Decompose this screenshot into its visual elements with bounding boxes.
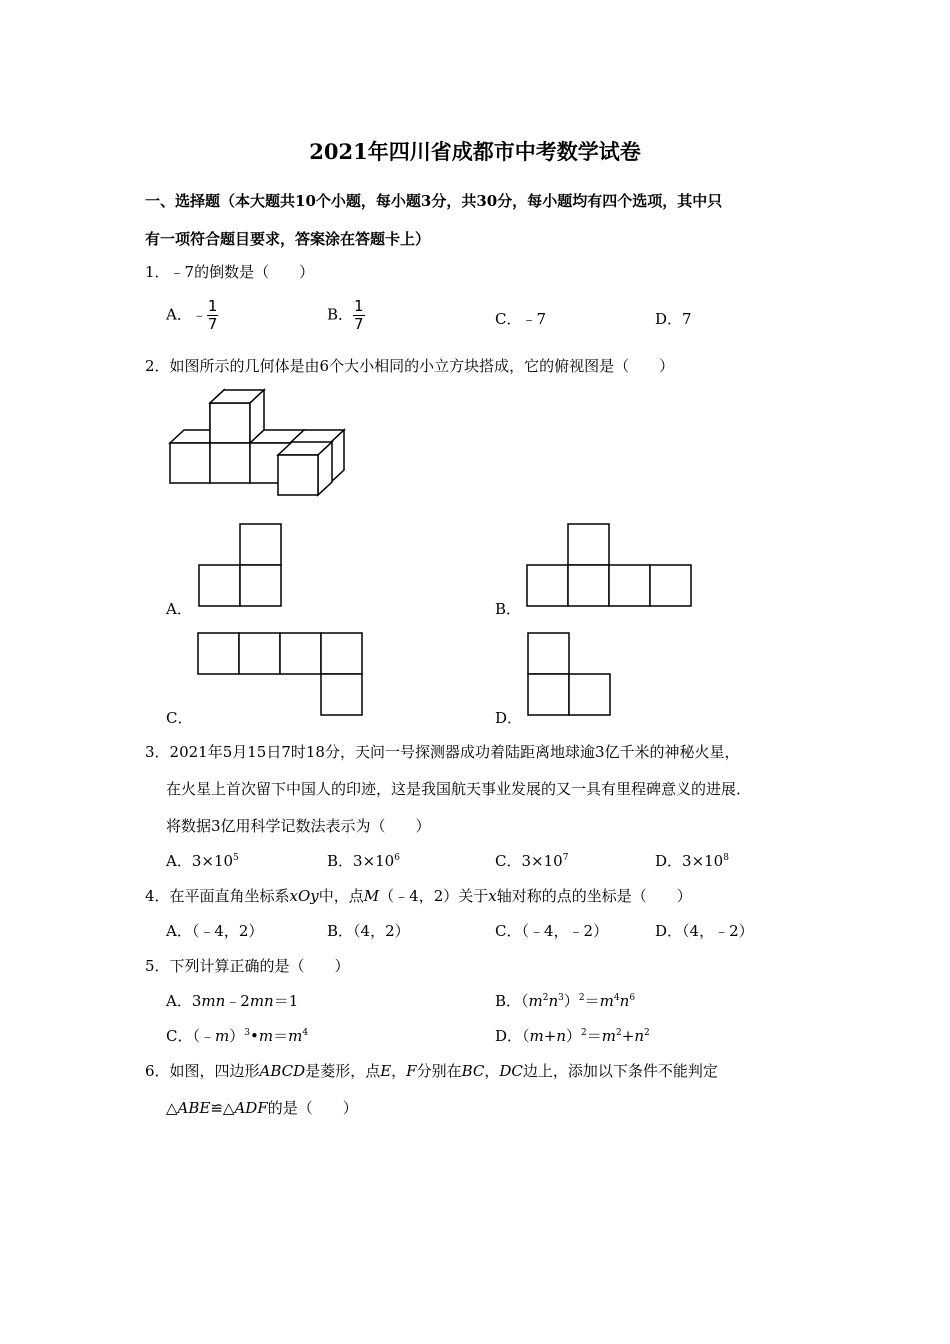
- question-5-option-d: [495, 1025, 650, 1046]
- option-b-top-view: [527, 524, 691, 606]
- exponent: 3: [558, 993, 564, 1003]
- math-var: m: [601, 1027, 617, 1045]
- exponent: 2: [644, 1028, 650, 1038]
- question-6-line1: [145, 1060, 718, 1081]
- text: ＝: [586, 1027, 602, 1045]
- text: （﹣4，2）关于: [379, 887, 489, 905]
- option-a-label: A．﹣: [166, 305, 207, 324]
- math-var: ABE: [177, 1099, 211, 1117]
- text: •: [249, 1027, 259, 1045]
- math-var: x: [488, 887, 497, 905]
- math-var: BC: [461, 1062, 485, 1080]
- question-3-option-d: [655, 850, 729, 871]
- exponent: 2: [581, 1028, 587, 1038]
- question-1-stem: 1．﹣7的倒数是（ ）: [145, 263, 315, 281]
- question-2-stem: 2．如图所示的几何体是由6个大小相同的小立方块搭成，它的俯视图是（ ）: [145, 357, 675, 375]
- text: ﹣2: [225, 992, 250, 1010]
- question-2-option-b-label: B．: [495, 600, 522, 618]
- math-var: n: [619, 992, 630, 1010]
- exponent: 7: [562, 853, 569, 863]
- math-var: m: [214, 1027, 230, 1045]
- exponent: 2: [542, 993, 549, 1003]
- option-base: A．3×10: [166, 852, 234, 870]
- text: 是菱形，点: [305, 1062, 381, 1080]
- math-var: xOy: [289, 887, 319, 905]
- text: 分别在: [416, 1062, 462, 1080]
- math-var: n: [548, 992, 559, 1010]
- exponent: 5: [233, 853, 239, 863]
- question-3-line1: 3．2021年5月15日7时18分，天问一号探测器成功着陆距离地球逾3亿千米的神秘火星，: [145, 743, 740, 761]
- math-var: m: [288, 1027, 303, 1045]
- math-var: n: [556, 1027, 567, 1045]
- math-var: ABCD: [259, 1062, 306, 1080]
- question-1-option-c: C．﹣7: [495, 310, 547, 328]
- text: D．（: [495, 1027, 530, 1045]
- exponent: 2: [616, 1028, 622, 1038]
- option-base: D．3×10: [655, 852, 724, 870]
- math-var: m: [599, 992, 614, 1010]
- math-var: mn: [249, 992, 274, 1010]
- question-1-option-a: [166, 298, 218, 333]
- text: ）: [563, 992, 579, 1010]
- option-base: C．3×10: [495, 852, 563, 870]
- question-3-option-a: [166, 850, 239, 871]
- option-b-label: B．: [327, 305, 354, 324]
- math-var: M: [363, 887, 380, 905]
- math-var: m: [529, 1027, 544, 1045]
- text: 4．在平面直角坐标系: [145, 887, 290, 905]
- question-4-option-a: A．（﹣4，2）: [166, 922, 264, 940]
- question-4-option-b: B．（4，2）: [327, 922, 410, 940]
- text: 轴对称的点的坐标是（ ）: [496, 887, 692, 905]
- math-var: n: [634, 1027, 644, 1045]
- exponent: 6: [394, 853, 400, 863]
- fraction: [207, 298, 219, 333]
- math-var: m: [258, 1027, 274, 1045]
- page-title: 2021年四川省成都市中考数学试卷: [309, 139, 641, 164]
- numerator: 1: [354, 297, 364, 315]
- exponent: 4: [302, 1028, 309, 1038]
- question-2-option-d-label: D．: [495, 709, 523, 727]
- text: ）: [229, 1027, 245, 1045]
- question-4-option-c: C．（﹣4，﹣2）: [495, 922, 609, 940]
- text: ＝1: [273, 992, 299, 1010]
- question-5-option-a: [166, 990, 298, 1011]
- text: 的是（ ）: [267, 1099, 358, 1117]
- text: 6．如图，四边形: [145, 1062, 260, 1080]
- exponent: 3: [244, 1028, 250, 1038]
- math-var: m: [528, 992, 543, 1010]
- section-heading-line2: 有一项符合题目要求，答案涂在答题卡上）: [145, 230, 431, 248]
- text: ，: [484, 1062, 500, 1080]
- section-heading-line1: 一、选择题（本大题共10个小题，每小题3分，共30分，每小题均有四个选项，其中只: [145, 192, 723, 210]
- question-3-option-b: [327, 850, 400, 871]
- text: 边上，添加以下条件不能判定: [522, 1062, 718, 1080]
- question-5-option-c: [166, 1025, 308, 1046]
- math-var: E: [380, 1062, 392, 1080]
- question-1-option-b: [327, 298, 365, 333]
- math-var: F: [406, 1062, 417, 1080]
- exponent: 8: [723, 853, 729, 863]
- option-a-top-view: [199, 524, 281, 606]
- denominator: 7: [207, 315, 218, 333]
- question-3-line2: 在火星上首次留下中国人的印迹，这是我国航天事业发展的又一具有里程碑意义的进展．: [166, 780, 752, 798]
- question-3-option-c: [495, 850, 568, 871]
- question-3-line3: 将数据3亿用科学记数法表示为（ ）: [166, 817, 431, 835]
- option-c-top-view: [198, 633, 362, 715]
- question-2-option-c-label: C．: [166, 709, 193, 727]
- numerator: 1: [207, 297, 218, 315]
- text: A．3: [166, 992, 202, 1010]
- text: ＝: [273, 1027, 289, 1045]
- option-d-top-view: [528, 633, 610, 715]
- fraction: [353, 298, 365, 333]
- question-5-option-b: [495, 990, 635, 1011]
- text: B．（: [495, 992, 529, 1010]
- denominator: 7: [354, 315, 364, 333]
- text: △: [166, 1099, 178, 1117]
- text: ＝: [584, 992, 600, 1010]
- question-5-stem: 5．下列计算正确的是（ ）: [145, 957, 350, 975]
- question-1-option-d: D．7: [655, 310, 692, 328]
- question-2-option-a-label: A．: [166, 600, 192, 618]
- question-4-stem: [145, 885, 692, 906]
- exponent: 6: [629, 993, 636, 1003]
- question-4-option-d: D．（4，﹣2）: [655, 922, 754, 940]
- text: ）: [566, 1027, 582, 1045]
- question-6-line2: [166, 1097, 358, 1118]
- text: ，: [391, 1062, 407, 1080]
- text: +: [621, 1027, 635, 1045]
- exponent: 4: [613, 993, 620, 1003]
- math-var: mn: [201, 992, 226, 1010]
- cube-solid-figure: [160, 385, 360, 505]
- exponent: 2: [578, 993, 585, 1003]
- text: +: [543, 1027, 557, 1045]
- text: 中，点: [318, 887, 364, 905]
- math-var: ADF: [234, 1099, 268, 1117]
- option-base: B．3×10: [327, 852, 395, 870]
- text: ≌△: [210, 1099, 235, 1117]
- text: C．（﹣: [166, 1027, 215, 1045]
- math-var: DC: [499, 1062, 523, 1080]
